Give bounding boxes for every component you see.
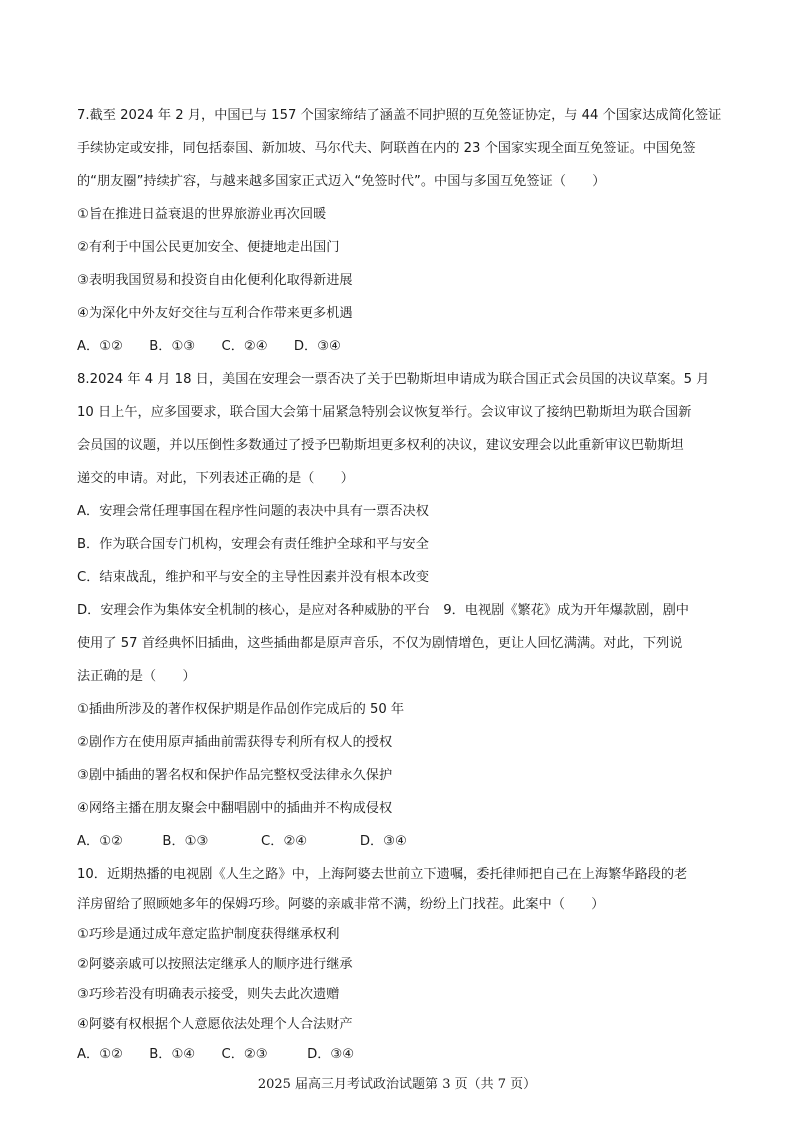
q8-option-b: B．作为联合国专门机构，安理会有责任维护全球和平与安全 <box>77 537 429 552</box>
q7-item-4: ④为深化中外友好交往与互利合作带来更多机遇 <box>77 306 353 321</box>
page-footer: 2025 届高三月考试政治试题第 3 页（共 7 页） <box>257 1077 537 1092</box>
q10-stem-line-2: 洋房留给了照顾她多年的保姆巧珍。阿婆的亲戚非常不满，纷纷上门找茬。此案中（ ） <box>77 897 605 912</box>
q10-stem-line-1: 10．近期热播的电视剧《人生之路》中，上海阿婆去世前立下遗嘱，委托律师把自己在上海繁华路段的老 <box>77 867 688 882</box>
q9-options: A．①② B．①③ C．②④ D．③④ <box>77 834 407 849</box>
q7-item-3: ③表明我国贸易和投资自由化便利化取得新进展 <box>77 273 353 288</box>
q8-stem-line-2: 10 日上午，应多国要求，联合国大会第十届紧急特别会议恢复举行。会议审议了接纳巴勒斯坦为联合国新 <box>77 405 692 420</box>
q10-item-4: ④阿婆有权根据个人意愿依法处理个人合法财产 <box>77 1017 353 1032</box>
q10-item-1: ①巧珍是通过成年意定监护制度获得继承权利 <box>77 927 340 942</box>
q7-stem-line-1: 7.截至 2024 年 2 月，中国已与 157 个国家缔结了涵盖不同护照的互免签证协定，与 44 个国家达成简化签证 <box>77 108 722 123</box>
q9-stem-line-2: 法正确的是（ ） <box>77 669 196 684</box>
q7-item-2: ②有利于中国公民更加安全、便捷地走出国门 <box>77 240 340 255</box>
q7-stem-line-3: 的“朋友圈”持续扩容，与越来越多国家正式迈入“免签时代”。中国与多国互免签证（ ） <box>77 174 606 189</box>
q8-stem-line-4: 递交的申请。对此，下列表述正确的是（ ） <box>77 471 354 486</box>
q9-item-1: ①插曲所涉及的著作权保护期是作品创作完成后的 50 年 <box>77 702 405 717</box>
q7-stem-line-2: 手续协定或安排，同包括泰国、新加坡、马尔代夫、阿联酋在内的 23 个国家实现全面互免签证。中国免签 <box>77 141 696 156</box>
q9-item-3: ③剧中插曲的署名权和保护作品完整权受法律永久保护 <box>77 768 393 783</box>
q10-item-2: ②阿婆亲戚可以按照法定继承人的顺序进行继承 <box>77 957 353 972</box>
q7-item-1: ①旨在推进日益衰退的世界旅游业再次回暖 <box>77 207 327 222</box>
q8-option-d: D．安理会作为集体安全机制的核心，是应对各种威胁的平台 9．电视剧《繁花》成为开年爆款剧，剧中 <box>77 603 689 618</box>
q9-item-4: ④网络主播在朋友聚会中翻唱剧中的插曲并不构成侵权 <box>77 801 393 816</box>
q8-option-a: A．安理会常任理事国在程序性问题的表决中具有一票否决权 <box>77 504 429 519</box>
q10-options: A．①② B．①④ C．②③ D．③④ <box>77 1047 355 1062</box>
q8-stem-line-3: 会员国的议题，并以压倒性多数通过了授予巴勒斯坦更多权利的决议，建议安理会以此重新审议巴勒斯坦 <box>77 438 684 453</box>
q10-item-3: ③巧珍若没有明确表示接受，则失去此次遗赠 <box>77 987 340 1002</box>
q8-stem-line-1: 8.2024 年 4 月 18 日，美国在安理会一票否决了关于巴勒斯坦申请成为联合国正式会员国的决议草案。5 月 <box>77 372 710 387</box>
q7-options: A．①② B．①③ C．②④ D．③④ <box>77 339 341 354</box>
q8-option-c: C．结束战乱，维护和平与安全的主导性因素并没有根本改变 <box>77 570 430 585</box>
q9-stem-line-1: 使用了 57 首经典怀旧插曲，这些插曲都是原声音乐，不仅为剧情增色，更让人回忆满满。对此，下列说 <box>77 636 683 651</box>
q9-item-2: ②剧作方在使用原声插曲前需获得专利所有权人的授权 <box>77 735 393 750</box>
